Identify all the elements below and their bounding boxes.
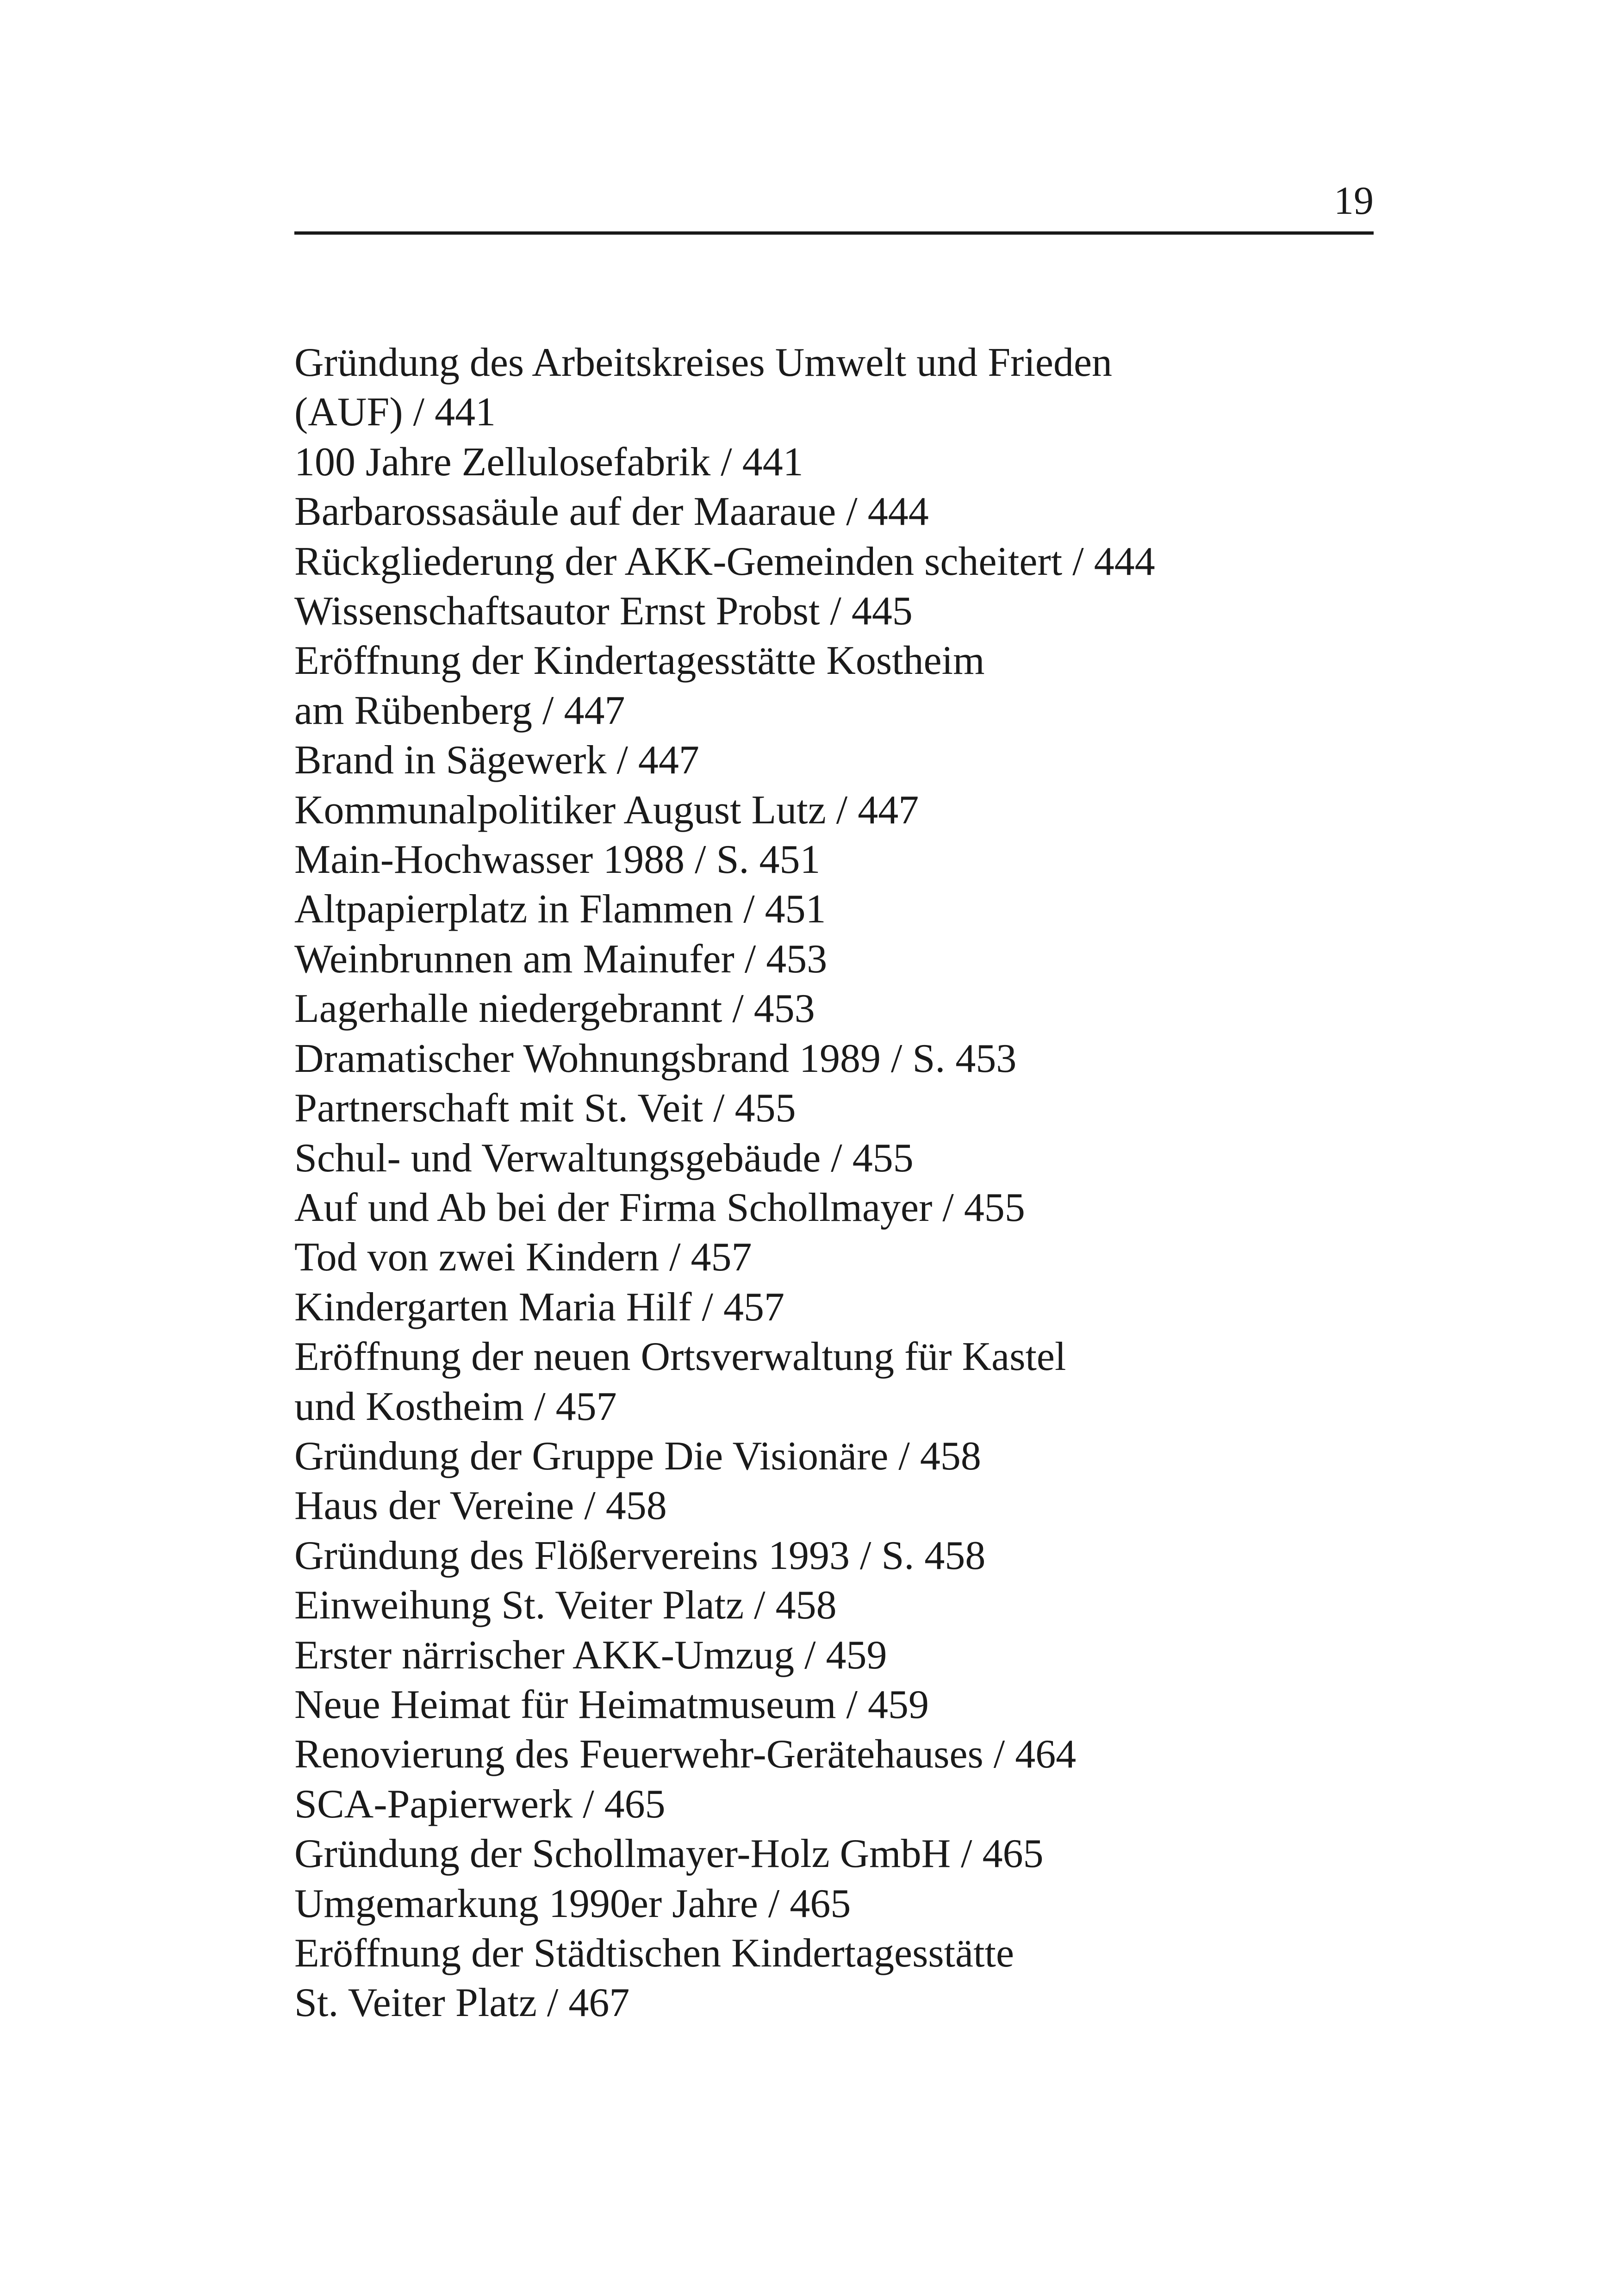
toc-line: (AUF) / 441: [294, 390, 496, 435]
toc-line: Neue Heimat für Heimatmuseum / 459: [294, 1682, 929, 1727]
toc-line: Barbarossasäule auf der Maaraue / 444: [294, 489, 929, 535]
toc-line: Eröffnung der neuen Ortsverwaltung für Kastel: [294, 1334, 1066, 1380]
toc-line: Dramatischer Wohnungsbrand 1989 / S. 453: [294, 1036, 1017, 1081]
toc-line: Einweihung St. Veiter Platz / 458: [294, 1583, 837, 1628]
table-of-contents-list: [294, 338, 1405, 2028]
toc-line: 100 Jahre Zellulosefabrik / 441: [294, 439, 803, 485]
toc-line: Umgemarkung 1990er Jahre / 465: [294, 1881, 851, 1926]
toc-line: Eröffnung der Städtischen Kindertagesstätte: [294, 1931, 1014, 1976]
toc-line: Auf und Ab bei der Firma Schollmayer / 455: [294, 1185, 1025, 1230]
toc-line: Altpapierplatz in Flammen / 451: [294, 887, 826, 932]
toc-line: Partnerschaft mit St. Veit / 455: [294, 1086, 796, 1131]
toc-line: Renovierung des Feuerwehr-Gerätehauses / 464: [294, 1732, 1077, 1777]
toc-line: Erster närrischer AKK-Umzug / 459: [294, 1632, 887, 1678]
toc-line: Kommunalpolitiker August Lutz / 447: [294, 787, 919, 833]
header-rule: [294, 231, 1374, 235]
toc-line: Wissenschaftsautor Ernst Probst / 445: [294, 589, 913, 634]
toc-line: am Rübenberg / 447: [294, 688, 625, 733]
toc-line: Eröffnung der Kindertagesstätte Kostheim: [294, 638, 985, 684]
toc-line: Kindergarten Maria Hilf / 457: [294, 1284, 784, 1330]
toc-line: SCA-Papierwerk / 465: [294, 1781, 666, 1827]
toc-line: Brand in Sägewerk / 447: [294, 738, 699, 783]
toc-line: Gründung des Arbeitskreises Umwelt und Frieden: [294, 340, 1113, 385]
toc-line: und Kostheim / 457: [294, 1384, 617, 1429]
toc-line: Lagerhalle niedergebrannt / 453: [294, 986, 815, 1032]
toc-line: Tod von zwei Kindern / 457: [294, 1235, 752, 1280]
page-number: 19: [1334, 178, 1374, 223]
toc-line: Gründung des Flößervereins 1993 / S. 458: [294, 1533, 986, 1578]
toc-line: Rückgliederung der AKK-Gemeinden scheitert / 444: [294, 539, 1155, 584]
toc-line: Gründung der Gruppe Die Visionäre / 458: [294, 1433, 981, 1479]
toc-line: Weinbrunnen am Mainufer / 453: [294, 936, 828, 982]
toc-line: Schul- und Verwaltungsgebäude / 455: [294, 1135, 914, 1181]
toc-line: Gründung der Schollmayer-Holz GmbH / 465: [294, 1831, 1044, 1877]
toc-line: St. Veiter Platz / 467: [294, 1980, 630, 2026]
toc-line: Haus der Vereine / 458: [294, 1483, 667, 1529]
toc-line: Main-Hochwasser 1988 / S. 451: [294, 837, 821, 883]
